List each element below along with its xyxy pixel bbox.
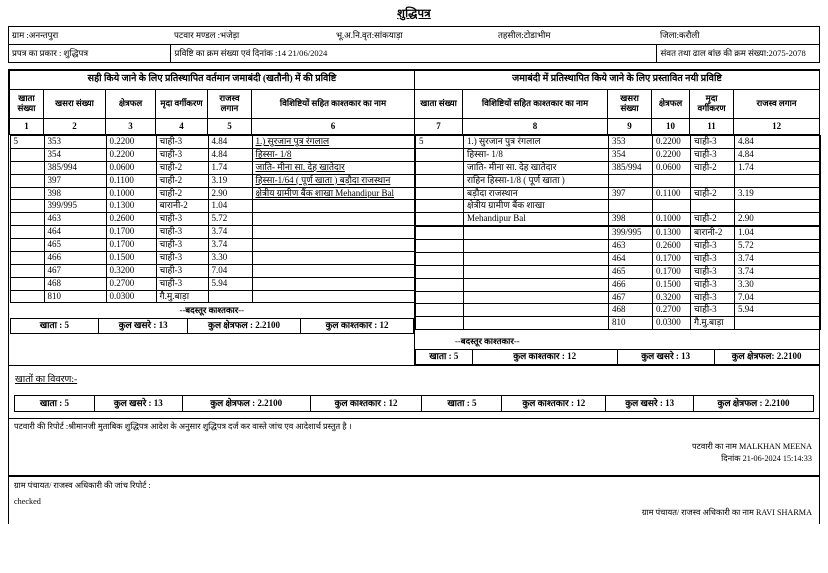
col-head-khata-left: खाता संख्या xyxy=(10,90,44,119)
left-cell-khasra: 810 xyxy=(44,290,106,303)
data-panels-row xyxy=(10,135,820,365)
col-head-khasra-right: खसरा संख्या xyxy=(608,90,652,119)
right-cell-area xyxy=(653,200,691,213)
right-cell-khata xyxy=(416,265,464,278)
khaton-vivran-row xyxy=(15,395,814,411)
table-row xyxy=(416,148,821,161)
right-cell-area: 0.1700 xyxy=(653,265,691,278)
right-cell-khasra xyxy=(609,174,653,187)
right-cell-name xyxy=(464,227,609,240)
left-summary-table xyxy=(10,318,415,334)
col-number-7: 7 xyxy=(415,119,463,135)
right-summary-kashtkar: कुल काश्तकार : 12 xyxy=(472,349,617,364)
left-cell-area: 0.1700 xyxy=(106,226,156,239)
left-cell-name xyxy=(252,174,415,187)
right-cell-name: बड़ौदा राजस्थान xyxy=(464,187,609,200)
left-cell-name xyxy=(252,264,415,277)
right-cell-soil: बारानी-2 xyxy=(691,227,735,240)
left-cell-name xyxy=(252,290,415,303)
right-cell-revenue: 4.84 xyxy=(735,148,821,161)
column-number-row xyxy=(10,119,820,135)
left-cell-khata xyxy=(10,187,44,200)
right-cell-soil: चाही-3 xyxy=(691,278,735,291)
vivran-cell-6: कुल काश्तकार : 12 xyxy=(502,395,606,411)
right-cell-area: 0.1000 xyxy=(653,213,691,226)
gram-officer-label: ग्राम पंचायत/ राजस्व अधिकारी का नाम xyxy=(641,507,754,517)
left-cell-khasra: 354 xyxy=(44,148,106,161)
right-cell-area: 0.2600 xyxy=(653,240,691,253)
right-cell-area: 0.3200 xyxy=(653,291,691,304)
left-cell-revenue: 3.30 xyxy=(208,251,252,264)
right-cell-area: 0.0600 xyxy=(653,161,691,174)
left-cell-area: 0.2700 xyxy=(106,277,156,290)
left-badastur-note: --बदस्तूर काश्तकार-- xyxy=(179,305,245,316)
left-cell-revenue: 1.74 xyxy=(208,161,252,174)
table-row xyxy=(416,291,821,304)
right-cell-area: 0.1700 xyxy=(653,252,691,265)
right-cell-khasra: 397 xyxy=(609,187,653,200)
vivran-cell-5: खाता : 5 xyxy=(422,395,502,411)
left-entry-panel xyxy=(10,135,415,365)
col-number-1: 1 xyxy=(10,119,44,135)
patwari-date-value: 21-06-2024 15:14:33 xyxy=(742,453,812,463)
vivran-cell-7: कुल खसरे : 13 xyxy=(606,395,694,411)
left-cell-revenue: 3.19 xyxy=(208,174,252,187)
gram-report-value: checked xyxy=(14,496,41,506)
right-cell-revenue: 3.74 xyxy=(735,265,821,278)
table-row xyxy=(10,174,415,187)
col-head-name-left: विशिष्टियों सहित काश्तकार का नाम xyxy=(252,90,415,119)
table-row xyxy=(416,161,821,174)
district-cell: जिला:करौली xyxy=(657,27,820,45)
left-cell-soil: चाही-2 xyxy=(156,161,208,174)
left-cell-khata xyxy=(10,277,44,290)
main-comparison-table xyxy=(9,70,820,365)
right-cell-revenue: 3.74 xyxy=(735,252,821,265)
left-cell-name xyxy=(252,200,415,213)
khaton-vivran-label: खातों का विवरण:- xyxy=(15,374,78,385)
right-cell-name xyxy=(464,278,609,291)
right-cell-soil: चाही-3 xyxy=(691,148,735,161)
table-row xyxy=(416,213,821,226)
left-cell-area: 0.1700 xyxy=(106,239,156,252)
right-cell-name xyxy=(464,317,609,330)
right-cell-soil: चाही-3 xyxy=(691,240,735,253)
right-cell-name xyxy=(464,291,609,304)
left-name-line: 1.) सुरजान पुत्र रंगलाल xyxy=(255,136,330,146)
table-row xyxy=(10,251,415,264)
right-cell-soil: चाही-3 xyxy=(691,291,735,304)
left-cell-area: 0.1300 xyxy=(106,200,156,213)
left-cell-khata xyxy=(10,239,44,252)
left-cell-area: 0.1500 xyxy=(106,251,156,264)
col-head-khata-right: खाता संख्या xyxy=(415,90,463,119)
left-cell-revenue: 5.94 xyxy=(208,277,252,290)
left-cell-area: 0.2200 xyxy=(106,148,156,161)
patwari-date-label: दिनांक xyxy=(721,453,741,463)
left-cell-name xyxy=(252,251,415,264)
right-summary-area: कुल क्षेत्रफल: 2.2100 xyxy=(714,349,819,364)
left-cell-soil: चाही-3 xyxy=(156,136,208,149)
right-cell-revenue: 3.30 xyxy=(735,278,821,291)
right-cell-name: Mehandipur Bal xyxy=(464,213,609,226)
gram-officer-name: RAVI SHARMA xyxy=(755,507,812,517)
left-cell-khasra: 398 xyxy=(44,187,106,200)
left-summary-khasra: कुल खसरे : 13 xyxy=(99,319,188,334)
table-row xyxy=(416,187,821,200)
left-cell-revenue: 1.04 xyxy=(208,200,252,213)
right-cell-khata xyxy=(416,252,464,265)
left-cell-name xyxy=(252,277,415,290)
right-cell-revenue: 3.19 xyxy=(735,187,821,200)
right-cell-soil: चाही-3 xyxy=(691,252,735,265)
table-row xyxy=(10,187,415,200)
col-head-khasra-left: खसरा संख्या xyxy=(44,90,106,119)
entry-number-cell: प्रविष्टि का क्रम संख्या एवं दिनांक :14 21/06/2024 xyxy=(171,45,657,63)
col-head-name-right: विशिष्टियों सहित काश्तकार का नाम xyxy=(463,90,608,119)
right-badastur-note: --बदस्तूर काश्तकार-- xyxy=(455,336,520,347)
left-summary-kashtkar: कुल काश्तकार : 12 xyxy=(301,319,414,334)
col-head-soil-right: मृदा वर्गीकरण xyxy=(690,90,734,119)
left-cell-soil: चाही-2 xyxy=(156,187,208,200)
right-cell-area: 0.1100 xyxy=(653,187,691,200)
table-row xyxy=(416,136,821,149)
table-row xyxy=(10,136,415,149)
left-cell-khata xyxy=(10,174,44,187)
left-cell-khata xyxy=(10,200,44,213)
right-cell-khata xyxy=(416,200,464,213)
col-head-revenue-left: राजस्व लगान xyxy=(208,90,252,119)
right-cell-soil: चाही-2 xyxy=(691,187,735,200)
right-cell-area: 0.2200 xyxy=(653,136,691,149)
right-cell-name: हिस्सा- 1/8 xyxy=(464,148,609,161)
right-cell-area: 0.1500 xyxy=(653,278,691,291)
table-row xyxy=(416,317,821,330)
header-info-row-1 xyxy=(9,27,820,45)
left-cell-soil: चाही-3 xyxy=(156,264,208,277)
col-number-12: 12 xyxy=(734,119,820,135)
right-cell-name: राहिन हिस्सा-1/8 ( पूर्ण खाता ) xyxy=(464,174,609,187)
right-summary-table xyxy=(415,349,820,365)
page-title: शुद्धिपत्र xyxy=(397,8,431,20)
left-cell-khasra: 466 xyxy=(44,251,106,264)
col-head-revenue-right: राजस्व लगान xyxy=(734,90,820,119)
col-number-3: 3 xyxy=(106,119,156,135)
left-cell-name xyxy=(252,187,415,200)
right-cell-area: 0.2700 xyxy=(653,304,691,317)
left-cell-soil: चाही-2 xyxy=(156,174,208,187)
table-row xyxy=(416,265,821,278)
left-cell-area: 0.0300 xyxy=(106,290,156,303)
col-number-9: 9 xyxy=(608,119,652,135)
left-cell-revenue: 4.84 xyxy=(208,148,252,161)
right-cell-revenue: 5.94 xyxy=(735,304,821,317)
right-cell-khata xyxy=(416,278,464,291)
gram-panchayat-block xyxy=(8,477,820,524)
right-cell-soil: चाही-2 xyxy=(691,213,735,226)
right-cell-soil: चाही-3 xyxy=(691,136,735,149)
right-cell-khasra: 464 xyxy=(609,252,653,265)
patwari-signature-block xyxy=(692,441,812,465)
left-cell-revenue: 5.72 xyxy=(208,213,252,226)
left-cell-name xyxy=(252,161,415,174)
left-cell-khata xyxy=(10,213,44,226)
vivran-cell-4: कुल काश्तकार : 12 xyxy=(310,395,422,411)
table-row xyxy=(416,227,821,240)
gram-report-label: ग्राम पंचायत/ राजस्व अधिकारी की जांच रिपोर्ट : xyxy=(14,480,151,490)
left-cell-name xyxy=(252,148,415,161)
right-cell-soil: चाही-2 xyxy=(691,161,735,174)
left-cell-revenue: 2.90 xyxy=(208,187,252,200)
group-heading-row xyxy=(10,71,820,90)
left-cell-area: 0.1000 xyxy=(106,187,156,200)
right-cell-khata xyxy=(416,240,464,253)
col-number-5: 5 xyxy=(208,119,252,135)
left-cell-soil: चाही-3 xyxy=(156,277,208,290)
right-cell-khata xyxy=(416,291,464,304)
left-summary-area: कुल क्षेत्रफल : 2.2100 xyxy=(188,319,301,334)
right-summary-khata: खाता : 5 xyxy=(416,349,472,364)
left-name-line: हिस्सा- 1/8 xyxy=(255,148,292,159)
right-cell-name xyxy=(464,304,609,317)
left-cell-soil: चाही-3 xyxy=(156,213,208,226)
left-cell-area: 0.2200 xyxy=(106,136,156,149)
table-row xyxy=(416,252,821,265)
left-cell-khasra: 465 xyxy=(44,239,106,252)
right-entry-panel xyxy=(415,135,820,365)
left-cell-khasra: 353 xyxy=(44,136,106,149)
left-cell-khasra: 399/995 xyxy=(44,200,106,213)
right-cell-khasra: 463 xyxy=(609,240,653,253)
right-cell-khata xyxy=(416,187,464,200)
col-number-4: 4 xyxy=(156,119,208,135)
right-cell-khata xyxy=(416,174,464,187)
left-cell-khasra: 467 xyxy=(44,264,106,277)
header-info-row-2 xyxy=(9,45,820,63)
right-cell-khata xyxy=(416,161,464,174)
right-cell-area: 0.1300 xyxy=(653,227,691,240)
left-cell-khasra: 464 xyxy=(44,226,106,239)
table-row xyxy=(10,290,415,303)
right-cell-soil: गै.मु.बाड़ा xyxy=(691,317,735,330)
right-cell-name: 1.) सुरजान पुत्र रंगलाल xyxy=(464,136,609,149)
table-row xyxy=(10,264,415,277)
left-cell-khasra: 468 xyxy=(44,277,106,290)
table-row xyxy=(416,174,821,187)
right-cell-revenue xyxy=(735,200,821,213)
left-cell-name xyxy=(252,226,415,239)
left-cell-soil: गै.मु.बाड़ा xyxy=(156,290,208,303)
column-heading-row xyxy=(10,90,820,119)
right-cell-khata xyxy=(416,227,464,240)
left-cell-area: 0.1100 xyxy=(106,174,156,187)
right-cell-khasra: 353 xyxy=(609,136,653,149)
right-cell-name: क्षेत्रीय ग्रामीण बैंक शाखा xyxy=(464,200,609,213)
right-cell-revenue: 1.74 xyxy=(735,161,821,174)
right-cell-khata: 5 xyxy=(416,136,464,149)
table-row xyxy=(416,304,821,317)
col-head-area-left: क्षेत्रफल xyxy=(106,90,156,119)
samvat-cell: संवत तथा ढाल बांछ की क्रम संख्या:2075-2078 xyxy=(657,45,820,63)
left-cell-name xyxy=(252,213,415,226)
patwari-name-value: MALKHAN MEENA xyxy=(739,441,812,451)
patwar-mandal-cell: पटवार मण्डल :भजेड़ा xyxy=(171,27,333,45)
right-cell-khasra: 467 xyxy=(609,291,653,304)
right-cell-soil: चाही-3 xyxy=(691,265,735,278)
header-info-table xyxy=(8,26,820,63)
village-cell: ग्राम :अनन्तपुरा xyxy=(9,27,171,45)
right-group-heading: जमाबंदी में प्रतिस्थापित किये जाने के लिए प्रस्तावित नयी प्रविष्टि xyxy=(415,71,820,90)
table-row xyxy=(10,239,415,252)
left-cell-revenue: 4.84 xyxy=(208,136,252,149)
col-number-6: 6 xyxy=(252,119,415,135)
table-row xyxy=(10,226,415,239)
right-cell-khasra: 399/995 xyxy=(609,227,653,240)
left-cell-khata xyxy=(10,251,44,264)
right-cell-area xyxy=(653,174,691,187)
right-cell-khata xyxy=(416,148,464,161)
bhu-abhilekh-cell: भू.अ.नि.वृत:सांकयाड़ा xyxy=(333,27,495,45)
left-cell-soil: चाही-3 xyxy=(156,239,208,252)
right-cell-khasra: 468 xyxy=(609,304,653,317)
left-cell-khata xyxy=(10,161,44,174)
right-cell-revenue: 2.90 xyxy=(735,213,821,226)
right-cell-revenue: 1.04 xyxy=(735,227,821,240)
right-cell-soil: चाही-3 xyxy=(691,304,735,317)
table-row xyxy=(10,161,415,174)
left-cell-area: 0.0600 xyxy=(106,161,156,174)
right-cell-revenue: 7.04 xyxy=(735,291,821,304)
right-cell-khasra: 354 xyxy=(609,148,653,161)
right-cell-khasra xyxy=(609,200,653,213)
table-row xyxy=(10,148,415,161)
left-cell-khata xyxy=(10,264,44,277)
right-cell-area: 0.2200 xyxy=(653,148,691,161)
table-row xyxy=(10,200,415,213)
right-cell-khata xyxy=(416,317,464,330)
table-row xyxy=(416,278,821,291)
left-cell-name xyxy=(252,239,415,252)
left-cell-revenue xyxy=(208,290,252,303)
vivran-cell-3: कुल क्षेत्रफल : 2.2100 xyxy=(182,395,310,411)
right-cell-revenue xyxy=(735,317,821,330)
form-type-cell: प्रपत्र का प्रकार : शुद्धिपत्र xyxy=(9,45,171,63)
left-cell-khasra: 397 xyxy=(44,174,106,187)
right-summary-khasra: कुल खसरे : 13 xyxy=(617,349,714,364)
col-head-area-right: क्षेत्रफल xyxy=(652,90,690,119)
left-cell-soil: चाही-3 xyxy=(156,148,208,161)
right-cell-khasra: 810 xyxy=(609,317,653,330)
left-cell-area: 0.3200 xyxy=(106,264,156,277)
right-cell-soil xyxy=(691,200,735,213)
left-cell-area: 0.2600 xyxy=(106,213,156,226)
left-cell-khata xyxy=(10,290,44,303)
right-cell-khasra: 466 xyxy=(609,278,653,291)
left-cell-soil: चाही-3 xyxy=(156,226,208,239)
left-cell-khata xyxy=(10,226,44,239)
col-number-2: 2 xyxy=(44,119,106,135)
right-cell-name: जाति- मीना सा. देह खातेदार xyxy=(464,161,609,174)
col-number-8: 8 xyxy=(463,119,608,135)
col-number-11: 11 xyxy=(690,119,734,135)
khaton-vivran-table xyxy=(14,395,814,412)
tehsil-cell: तहसील:टोडाभीम xyxy=(495,27,657,45)
patwari-name-label: पटवारी का नाम xyxy=(691,441,737,451)
right-cell-khasra: 385/994 xyxy=(609,161,653,174)
right-cell-khasra: 398 xyxy=(609,213,653,226)
left-name-line: जाति- मीना सा. देह खातेदार xyxy=(255,161,345,172)
right-cell-khata xyxy=(416,304,464,317)
left-cell-revenue: 3.74 xyxy=(208,226,252,239)
vivran-cell-2: कुल खसरे : 13 xyxy=(94,395,182,411)
col-number-10: 10 xyxy=(652,119,690,135)
right-entry-inner-table xyxy=(415,135,821,330)
left-group-heading: सही किये जाने के लिए प्रतिस्थापित वर्तमान जमाबंदी (खतौनी) में की प्रविष्टि xyxy=(10,71,415,90)
left-cell-khasra: 385/994 xyxy=(44,161,106,174)
left-cell-khata xyxy=(10,148,44,161)
vivran-cell-1: खाता : 5 xyxy=(15,395,95,411)
main-comparison-block xyxy=(8,69,820,366)
col-head-soil-left: मृदा वर्गीकरण xyxy=(156,90,208,119)
left-cell-soil: चाही-3 xyxy=(156,251,208,264)
right-cell-name xyxy=(464,265,609,278)
left-cell-revenue: 3.74 xyxy=(208,239,252,252)
patwari-report-block xyxy=(8,419,820,477)
left-cell-name xyxy=(252,136,415,149)
right-cell-revenue: 4.84 xyxy=(735,136,821,149)
gram-officer-signature xyxy=(642,507,812,518)
right-cell-name xyxy=(464,240,609,253)
right-cell-revenue: 5.72 xyxy=(735,240,821,253)
vivran-cell-8: कुल क्षेत्रफल : 2.2100 xyxy=(694,395,814,411)
right-cell-khasra: 465 xyxy=(609,265,653,278)
table-row xyxy=(416,240,821,253)
right-cell-soil xyxy=(691,174,735,187)
left-summary-khata: खाता : 5 xyxy=(10,319,99,334)
left-cell-khasra: 463 xyxy=(44,213,106,226)
table-row xyxy=(10,213,415,226)
table-row xyxy=(416,200,821,213)
right-cell-khata xyxy=(416,213,464,226)
left-cell-khata: 5 xyxy=(10,136,44,149)
patwari-report-text: पटवारी की रिपोर्ट :श्रीमानजी मुताबिक शुद्धिपत्र आदेश के अनुसार शुद्धिपत्र दर्ज कर वास्ते जांच एव आदेशार्थ प्रस्तुत है । xyxy=(14,421,352,431)
right-cell-name xyxy=(464,252,609,265)
left-cell-soil: बारानी-2 xyxy=(156,200,208,213)
left-name-line: हिस्सा-1/64 ( पूर्ण खाता ) बड़ौदा राजस्थान xyxy=(255,174,391,185)
khaton-vivran-block xyxy=(8,366,820,419)
right-cell-revenue xyxy=(735,174,821,187)
right-cell-area: 0.0300 xyxy=(653,317,691,330)
left-entry-inner-table xyxy=(10,135,416,303)
left-cell-revenue: 7.04 xyxy=(208,264,252,277)
table-row xyxy=(10,277,415,290)
left-name-line: क्षेत्रीय ग्रामीण बैंक शाखा Mehandipur Bal xyxy=(255,187,395,198)
